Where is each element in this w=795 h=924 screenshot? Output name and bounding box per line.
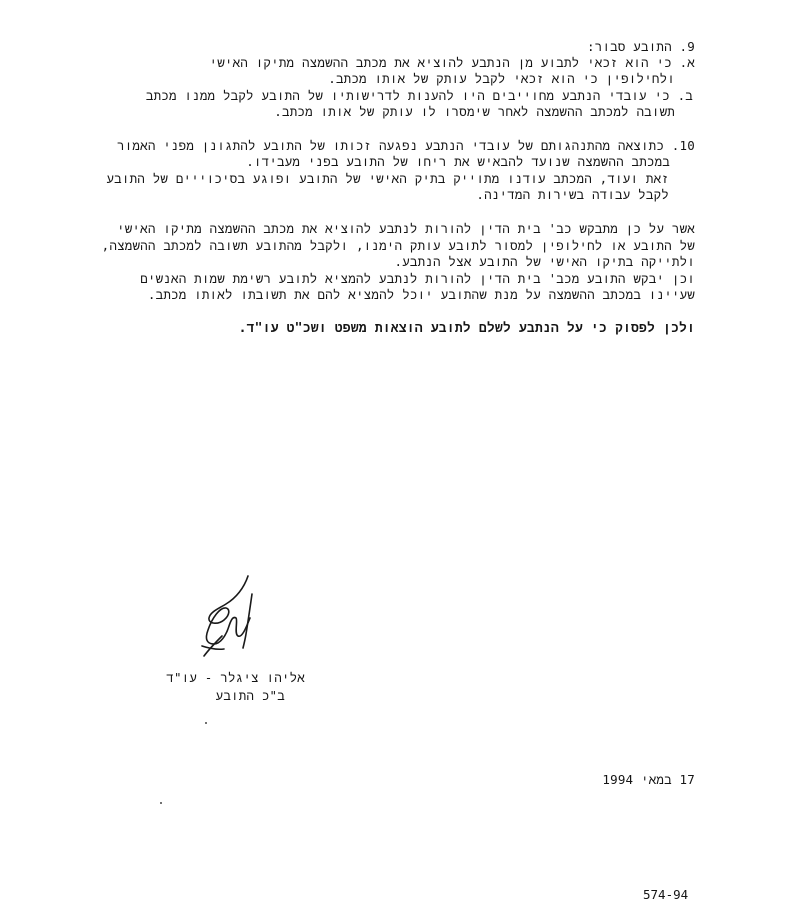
request-line-5: שעיינו במכתב ההשמצה על מנת שהתובע יוכל להמציא להם את תשובתו לאותו מכתב. <box>147 287 695 302</box>
section-9-item-a-line-2: ולחילופין כי הוא זכאי לקבל עותק של אותו מכתב. <box>328 71 675 86</box>
section-9-item-a-line-1: א. כי הוא זכאי לתבוע מן הנתבע להוציא את מכתב ההשמצה מתיקו האישי <box>209 55 695 70</box>
request-line-2: של התובע או לחילופין למסור לתובע עותק הימנו, ולקבל מהתובע תשובה למכתב ההשמצה, <box>101 238 695 253</box>
section-10-line-4: לקבל עבודה בשירות המדינה. <box>476 187 669 202</box>
section-9-heading: 9. התובע סבור: <box>587 39 695 54</box>
scan-speck <box>205 722 207 724</box>
request-line-3: ולתייקה בתיקו האישי של התובע אצל הנתבע. <box>394 254 695 269</box>
conclusion: ולכן לפסוק כי על הנתבע לשלם לתובע הוצאות משפט ושכ"ט עו"ד. <box>238 321 695 336</box>
request-line-4: וכן יבקש התובע מכב' בית הדין להורות לנתבע להמציא לתובע רשימת שמות האנשים <box>140 271 695 286</box>
section-10-line-3: זאת ועוד, המכתב עודנו מתוייק בתיק האישי של התובע ופוגע בסיכוייים של התובע <box>106 171 669 186</box>
section-10-line-1: 10. כתוצאה מהתנהגותם של עובדי הנתבע נפגעה זכותו של התובע להתגונן מפני האמור <box>117 138 695 153</box>
section-9-item-b-line-2: תשובה למכתב ההשמצה לאחר שימסרו לו עותק של אותו מכתב. <box>274 104 675 119</box>
scan-speck <box>160 802 162 804</box>
file-number: 574-94 <box>643 887 689 902</box>
signatory-role: ב"כ התובע <box>215 688 285 703</box>
signature-image <box>196 574 268 666</box>
request-line-1: אשר על כן מתבקש כב' בית הדין להורות לנתבע להוציא את מכתב ההשמצה מתיקו האישי <box>117 221 695 236</box>
signatory-name: אליהו ציגלר - עו"ד <box>166 670 305 685</box>
document-date: 17 במאי 1994 <box>602 772 695 787</box>
section-10-line-2: במכתב ההשמצה שנועד להבאיש את ריחו של התובע בפני מעבידו. <box>246 154 670 169</box>
section-9-item-b-line-1: ב. כי עובדי הנתבע מחוייבים היו להענות לדרישותיו של התובע לקבל ממנו מכתב <box>145 88 693 103</box>
